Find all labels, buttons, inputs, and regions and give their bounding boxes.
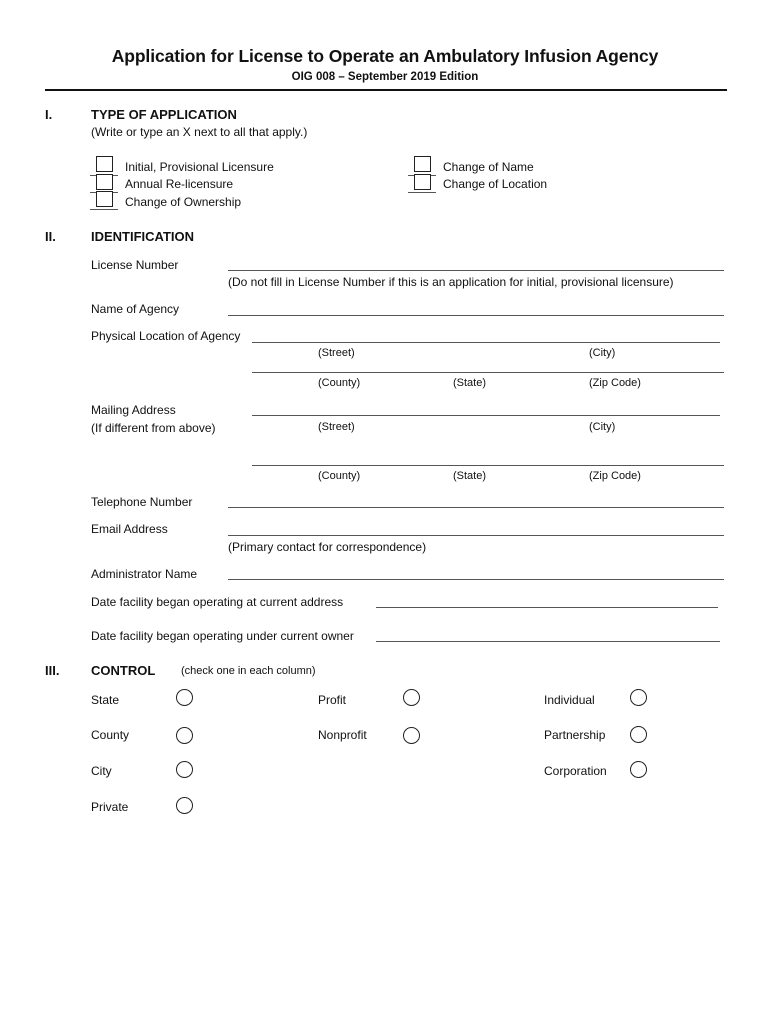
section-3-number: III. (45, 663, 60, 678)
license-number-field[interactable] (228, 270, 724, 271)
date-current-address-label: Date facility began operating at current address (91, 595, 344, 609)
control-individual-radio[interactable] (630, 689, 647, 706)
option-change-of-name: Change of Name (443, 160, 534, 174)
physical-location-label: Physical Location of Agency (91, 329, 241, 343)
mailing-county-state-zip-field[interactable] (252, 465, 724, 466)
section-3-instruction: (check one in each column) (181, 665, 316, 677)
agency-name-label: Name of Agency (91, 302, 180, 316)
license-number-label: License Number (91, 258, 179, 272)
mailing-city-caption: (City) (589, 421, 616, 433)
checkbox-change-of-name[interactable] (414, 156, 431, 172)
control-state-label: State (91, 693, 120, 707)
control-corporation-label: Corporation (544, 764, 607, 778)
control-private-radio[interactable] (176, 797, 193, 814)
date-current-owner-field[interactable] (376, 641, 720, 642)
form-edition: OIG 008 – September 2019 Edition (291, 71, 479, 83)
option-initial-provisional: Initial, Provisional Licensure (125, 160, 274, 174)
email-note: (Primary contact for correspondence) (228, 540, 427, 554)
physical-state-caption: (State) (453, 377, 487, 389)
mailing-street-city-field[interactable] (252, 415, 720, 416)
license-number-note: (Do not fill in License Number if this is an application for initial, provisional licensure) (228, 275, 674, 289)
date-current-address-field[interactable] (376, 607, 718, 608)
section-1-number: I. (45, 107, 53, 122)
control-partnership-radio[interactable] (630, 726, 647, 743)
physical-street-caption: (Street) (318, 347, 355, 359)
mailing-street-caption: (Street) (318, 421, 355, 433)
physical-county-state-zip-field[interactable] (252, 372, 724, 373)
physical-zip-caption: (Zip Code) (589, 377, 641, 389)
administrator-field[interactable] (228, 579, 724, 580)
section-3-title: CONTROL (91, 663, 156, 678)
checkbox-annual-relicensure[interactable] (96, 174, 113, 190)
section-1-instruction: (Write or type an X next to all that apply.) (91, 125, 308, 139)
mailing-state-caption: (State) (453, 470, 487, 482)
section-2-number: II. (45, 229, 56, 244)
telephone-field[interactable] (228, 507, 724, 508)
control-state-radio[interactable] (176, 689, 193, 706)
option-annual-relicensure: Annual Re-licensure (125, 177, 234, 191)
mailing-county-caption: (County) (318, 470, 361, 482)
checkbox-change-of-location[interactable] (414, 174, 431, 190)
administrator-label: Administrator Name (91, 567, 198, 581)
control-individual-label: Individual (544, 693, 595, 707)
date-current-owner-label: Date facility began operating under current owner (91, 629, 354, 643)
mailing-address-note: (If different from above) (91, 421, 216, 435)
email-label: Email Address (91, 522, 168, 536)
section-2-title: IDENTIFICATION (91, 229, 195, 244)
control-nonprofit-label: Nonprofit (318, 728, 367, 742)
email-field[interactable] (228, 535, 724, 536)
form-title: Application for License to Operate an Ambulatory Infusion Agency (111, 46, 659, 66)
control-county-label: County (91, 728, 130, 742)
control-partnership-label: Partnership (544, 728, 606, 742)
physical-county-caption: (County) (318, 377, 361, 389)
checkbox-initial-provisional[interactable] (96, 156, 113, 172)
control-profit-label: Profit (318, 693, 347, 707)
physical-city-caption: (City) (589, 347, 616, 359)
control-nonprofit-radio[interactable] (403, 727, 420, 744)
control-city-label: City (91, 764, 112, 778)
telephone-label: Telephone Number (91, 495, 193, 509)
control-private-label: Private (91, 800, 129, 814)
control-profit-radio[interactable] (403, 689, 420, 706)
checkbox-underline (90, 209, 118, 210)
control-corporation-radio[interactable] (630, 761, 647, 778)
agency-name-field[interactable] (228, 315, 724, 316)
option-change-of-location: Change of Location (443, 177, 548, 191)
checkbox-change-of-ownership[interactable] (96, 191, 113, 207)
option-change-of-ownership: Change of Ownership (125, 195, 242, 209)
control-county-radio[interactable] (176, 727, 193, 744)
section-1-title: TYPE OF APPLICATION (91, 107, 237, 122)
physical-street-city-field[interactable] (252, 342, 720, 343)
control-city-radio[interactable] (176, 761, 193, 778)
checkbox-underline (408, 192, 436, 193)
header-rule (45, 89, 727, 91)
mailing-address-label: Mailing Address (91, 403, 176, 417)
mailing-zip-caption: (Zip Code) (589, 470, 641, 482)
